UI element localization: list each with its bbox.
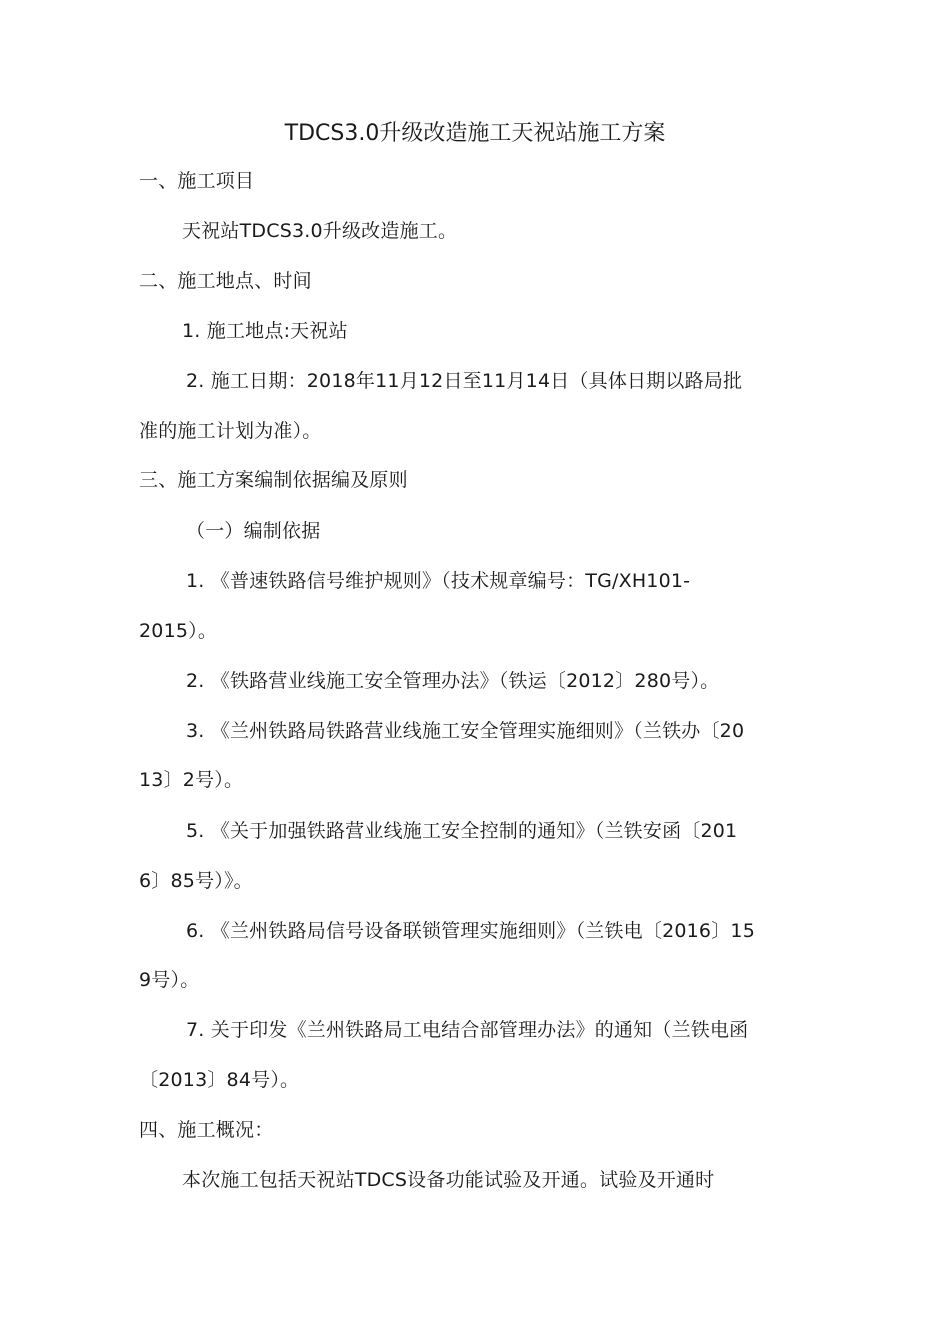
page-title: TDCS3.0升级改造施工天祝站施工方案 — [284, 121, 666, 146]
paragraph-line: 本次施工包括天祝站TDCS设备功能试验及开通。试验及开通时 — [182, 1169, 715, 1191]
list-item: 7. 关于印发《兰州铁路局工电结合部管理办法》的通知（兰铁电函 — [186, 1019, 749, 1041]
list-item-continuation: 〔2013〕84号）。 — [139, 1069, 300, 1091]
list-item: 3. 《兰州铁路局铁路营业线施工安全管理实施细则》（兰铁办〔20 — [186, 720, 745, 742]
paragraph-line: 天祝站TDCS3.0升级改造施工。 — [182, 220, 458, 242]
subsection-heading: （一）编制依据 — [186, 520, 321, 542]
list-item: 6. 《兰州铁路局信号设备联锁管理实施细则》（兰铁电〔2016〕15 — [186, 920, 755, 942]
section-heading-2: 二、施工地点、时间 — [139, 270, 312, 292]
list-item: 5. 《关于加强铁路营业线施工安全控制的通知》（兰铁安函〔201 — [186, 820, 738, 842]
list-item-continuation: 2015）。 — [139, 620, 218, 642]
list-item-continuation: 9号）。 — [139, 969, 200, 991]
list-item-continuation: 13〕2号）。 — [139, 769, 244, 791]
list-item: 2. 施工日期：2018年11月12日至11月14日（具体日期以路局批 — [186, 370, 743, 392]
section-heading-4: 四、施工概况： — [139, 1119, 274, 1141]
list-item-continuation: 6〕85号）》。 — [139, 870, 253, 892]
list-item-continuation: 准的施工计划为准）。 — [139, 420, 322, 442]
list-item: 1. 《普速铁路信号维护规则》（技术规章编号：TG/XH101- — [186, 570, 691, 592]
section-heading-1: 一、施工项目 — [139, 170, 255, 192]
list-item: 1. 施工地点:天祝站 — [182, 320, 348, 342]
list-item: 2. 《铁路营业线施工安全管理办法》（铁运〔2012〕280号）。 — [186, 670, 720, 692]
section-heading-3: 三、施工方案编制依据编及原则 — [139, 469, 408, 491]
